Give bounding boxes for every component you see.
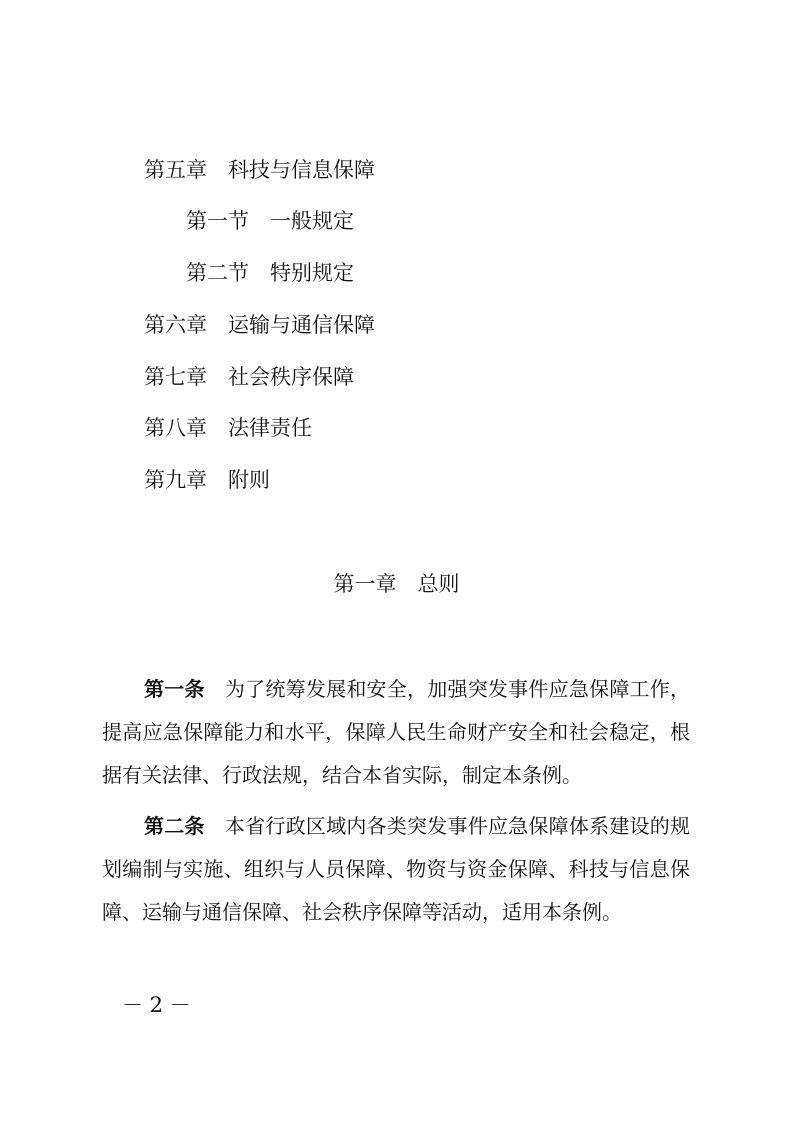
article-2 (102, 805, 690, 934)
toc-item-number: 第八章 (144, 416, 207, 440)
toc-item-title: 一般规定 (270, 209, 354, 233)
article-1 (102, 668, 690, 797)
chapter-heading (0, 568, 793, 600)
toc-item-section-2 (186, 258, 354, 288)
toc-item-number: 第五章 (144, 158, 207, 182)
toc-item-number: 第二节 (186, 261, 249, 285)
toc-item-title: 科技与信息保障 (228, 158, 375, 182)
toc-item-title: 特别规定 (270, 261, 354, 285)
toc-item-number: 第一节 (186, 209, 249, 233)
page-number: － 2 － (122, 993, 191, 1017)
toc-item-number: 第六章 (144, 313, 207, 337)
toc-item-chapter-6 (144, 310, 375, 340)
toc-item-title: 社会秩序保障 (228, 365, 354, 389)
article-label: 第二条 (144, 814, 205, 838)
toc-item-number: 第七章 (144, 365, 207, 389)
toc-item-chapter-5 (144, 155, 375, 185)
toc-item-number: 第九章 (144, 468, 207, 492)
toc-item-title: 运输与通信保障 (228, 313, 375, 337)
article-text: 本省行政区域内各类突发事件应急保障体系建设的规划编制与实施、组织与人员保障、物资与资金保障、科技与信息保障、运输与通信保障、社会秩序保障等活动，适用本条例。 (102, 814, 691, 924)
toc-item-chapter-9 (144, 465, 270, 495)
toc-item-title: 法律责任 (228, 416, 312, 440)
toc-item-chapter-7 (144, 362, 354, 392)
toc-item-chapter-8 (144, 413, 312, 443)
chapter-number: 第一章 (333, 572, 397, 596)
article-label: 第一条 (144, 677, 205, 701)
toc-item-title: 附则 (228, 468, 270, 492)
toc-item-section-1 (186, 206, 354, 236)
chapter-title: 总则 (417, 572, 460, 596)
article-text: 为了统筹发展和安全，加强突发事件应急保障工作，提高应急保障能力和水平，保障人民生命财产安全和社会稳定，根据有关法律、行政法规，结合本省实际，制定本条例。 (102, 677, 691, 787)
